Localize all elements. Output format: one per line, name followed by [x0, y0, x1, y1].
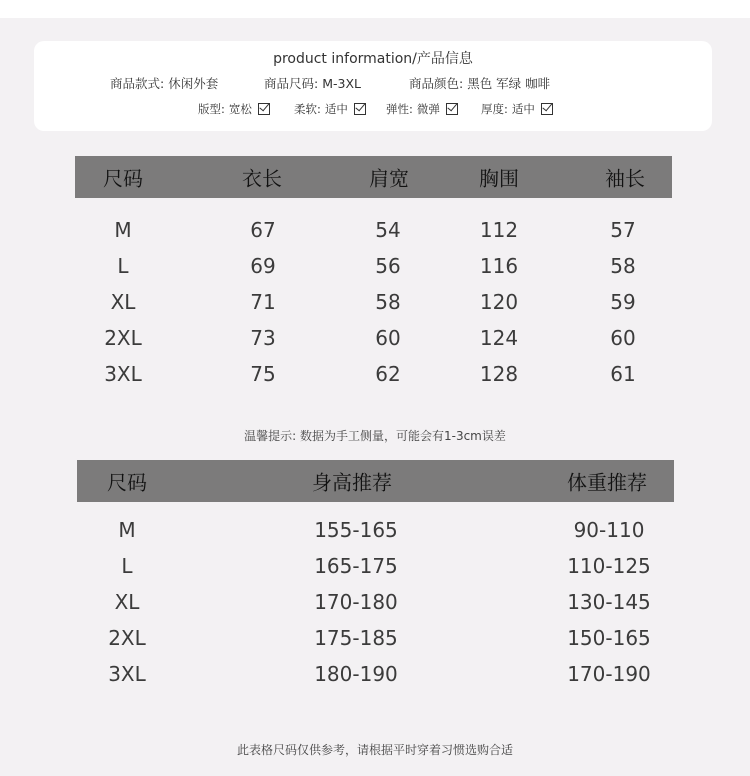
table-cell: 54: [375, 218, 401, 242]
fit-table-header: [77, 460, 674, 502]
top-band: [0, 0, 750, 18]
table-cell: 124: [479, 326, 519, 350]
checkbox-icon: [446, 103, 458, 115]
size-label: 商品尺码:: [264, 76, 319, 91]
checkbox-icon: [541, 103, 553, 115]
style-label: 商品款式:: [110, 76, 165, 91]
table-cell: L: [117, 254, 129, 278]
table-cell: 3XL: [108, 662, 146, 686]
table-cell: 170-190: [567, 662, 651, 686]
header-chest: 胸围: [479, 166, 519, 191]
attr-value: 适中: [511, 102, 535, 116]
table-cell: 57: [610, 218, 636, 242]
attr-value: 宽松: [228, 102, 252, 116]
table-cell: M: [114, 218, 132, 242]
table-cell: 3XL: [104, 362, 142, 386]
table-cell: 90-110: [573, 518, 645, 542]
table-cell: XL: [110, 290, 136, 314]
attr-label: 版型:: [198, 102, 225, 116]
attr-value: 适中: [324, 102, 348, 116]
attr-elasticity: [386, 101, 458, 117]
table-cell: 75: [250, 362, 276, 386]
table-cell: 60: [610, 326, 636, 350]
attr-label: 弹性:: [386, 102, 413, 116]
color-label: 商品颜色:: [409, 76, 464, 91]
table-cell: 175-185: [314, 626, 398, 650]
table-cell: 128: [479, 362, 519, 386]
table-cell: 69: [250, 254, 276, 278]
size-field: [264, 74, 361, 92]
table-cell: XL: [114, 590, 140, 614]
table-cell: 73: [250, 326, 276, 350]
product-info-title: product information/产品信息: [273, 51, 473, 67]
table-cell: 112: [479, 218, 519, 242]
size-table-header: [75, 156, 672, 198]
table-cell: 110-125: [567, 554, 651, 578]
attr-fit: [198, 101, 270, 117]
attr-label: 柔软:: [294, 102, 321, 116]
product-info-card: [34, 41, 712, 131]
table-cell: 155-165: [314, 518, 398, 542]
table-cell: 67: [250, 218, 276, 242]
table-cell: 58: [610, 254, 636, 278]
header-size: 尺码: [107, 470, 147, 495]
checkbox-icon: [258, 103, 270, 115]
color-value: 黑色 军绿 咖啡: [467, 76, 551, 91]
size-value: M-3XL: [322, 76, 361, 91]
style-field: [110, 74, 218, 92]
header-sleeve: 袖长: [605, 166, 645, 191]
table-cell: 165-175: [314, 554, 398, 578]
table-cell: 59: [610, 290, 636, 314]
table-cell: 71: [250, 290, 276, 314]
checkbox-icon: [354, 103, 366, 115]
table-cell: 2XL: [104, 326, 142, 350]
table-cell: 170-180: [314, 590, 398, 614]
table-cell: 62: [375, 362, 401, 386]
table-cell: 130-145: [567, 590, 651, 614]
table-cell: M: [118, 518, 136, 542]
table-cell: 180-190: [314, 662, 398, 686]
table-cell: 56: [375, 254, 401, 278]
attr-softness: [294, 101, 366, 117]
table-cell: 116: [479, 254, 519, 278]
header-shoulder: 肩宽: [369, 166, 409, 191]
attr-label: 厚度:: [481, 102, 508, 116]
table-cell: 61: [610, 362, 636, 386]
header-length: 衣长: [242, 166, 282, 191]
table-cell: 2XL: [108, 626, 146, 650]
footer-note: 此表格尺码仅供参考，请根据平时穿着习惯选购合适: [236, 743, 513, 757]
table-cell: 150-165: [567, 626, 651, 650]
style-value: 休闲外套: [168, 76, 219, 91]
table-cell: L: [121, 554, 133, 578]
table-cell: 58: [375, 290, 401, 314]
header-size: 尺码: [103, 166, 143, 191]
header-weight-recommend: 体重推荐: [567, 470, 647, 495]
header-height-recommend: 身高推荐: [312, 470, 392, 495]
attr-thickness: [481, 101, 553, 117]
table-cell: 120: [479, 290, 519, 314]
table-cell: 60: [375, 326, 401, 350]
attr-value: 微弹: [416, 102, 440, 116]
color-field: [409, 74, 550, 92]
measurement-note: 温馨提示: 数据为手工侧量，可能会有1-3cm误差: [244, 429, 506, 443]
